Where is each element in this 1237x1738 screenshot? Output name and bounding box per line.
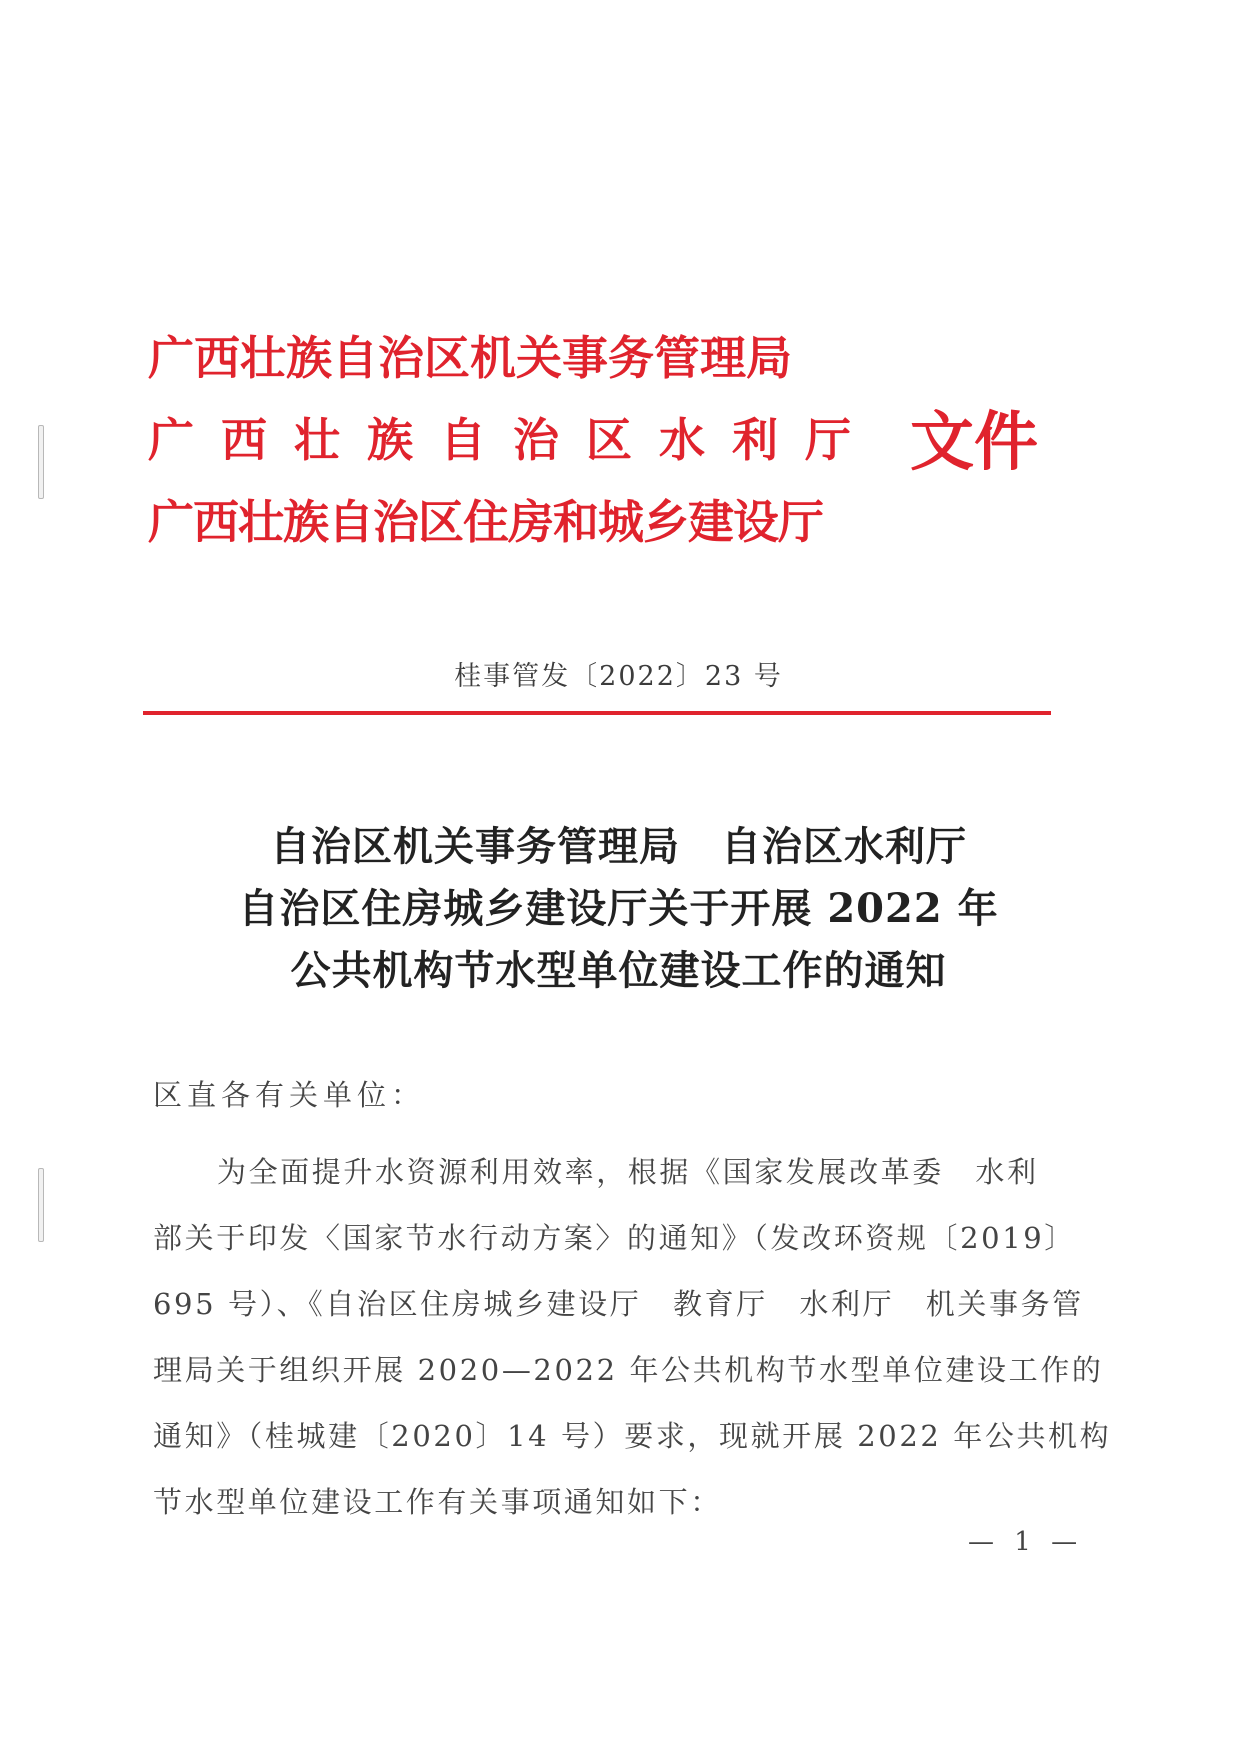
binding-hole-mark (38, 425, 44, 499)
document-title (0, 816, 1237, 1002)
paragraph-line: 通知》（桂城建〔2020〕14 号）要求，现就开展 2022 年公共机构 (153, 1419, 1112, 1453)
issuer-name-line: 广西壮族自治区住房和城乡建设厅 (148, 495, 823, 549)
salutation: 区直各有关单位： (153, 1078, 426, 1112)
red-separator-line (143, 711, 1051, 715)
paragraph-line: 节水型单位建设工作有关事项通知如下： (153, 1485, 722, 1519)
document-number: 桂事管发〔2022〕23 号 (454, 661, 783, 692)
title-line: 自治区机关事务管理局 自治区水利厅 (270, 823, 967, 870)
page-number: — 1 — (968, 1527, 1084, 1557)
issuer-name-line: 广西壮族自治区水利厅 (148, 413, 878, 467)
document-body (153, 1075, 1112, 1535)
issuer-header (148, 320, 1048, 570)
paragraph-line: 部关于印发〈国家节水行动方案〉的通知》（发改环资规〔2019〕 (153, 1221, 1076, 1255)
title-line: 公共机构节水型单位建设工作的通知 (290, 947, 947, 994)
paragraph-line: 为全面提升水资源利用效率，根据《国家发展改革委 水利 (217, 1155, 1039, 1189)
title-line: 自治区住房城乡建设厅关于开展 2022 年 (238, 885, 999, 932)
paragraph-line: 695 号）、《自治区住房城乡建设厅 教育厅 水利厅 机关事务管 (153, 1287, 1084, 1321)
issuer-name-line: 广西壮族自治区机关事务管理局 (148, 331, 792, 385)
paragraph-line: 理局关于组织开展 2020—2022 年公共机构节水型单位建设工作的 (153, 1353, 1104, 1387)
document-type-label: 文件 (910, 405, 1038, 480)
binding-hole-mark (38, 1168, 44, 1242)
